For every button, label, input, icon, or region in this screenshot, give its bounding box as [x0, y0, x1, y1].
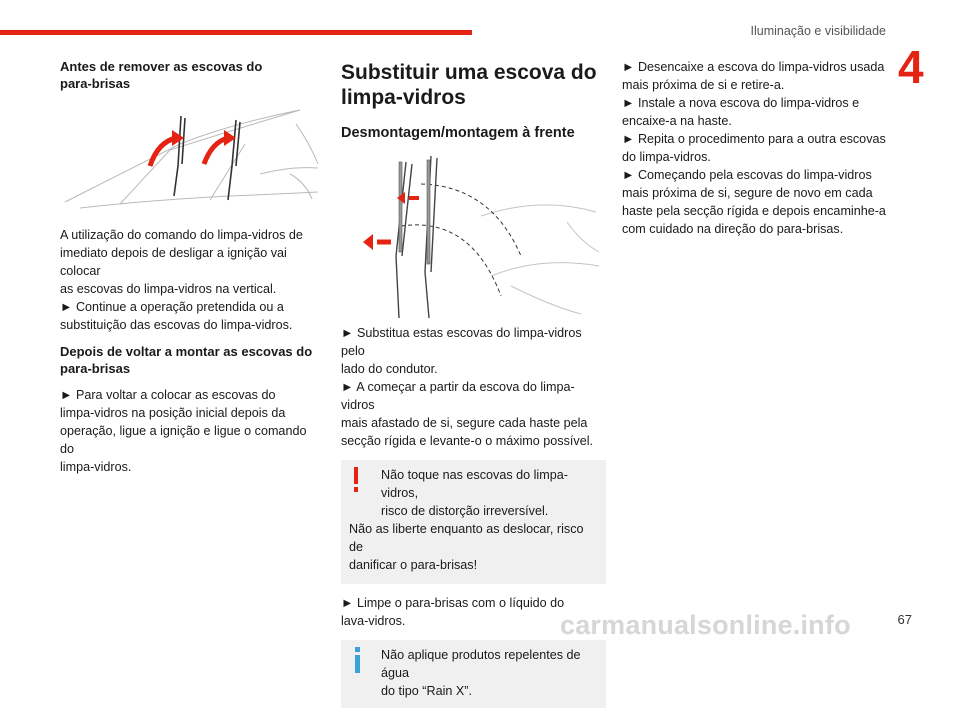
header-accent-bar: [0, 30, 472, 35]
paragraph-driver-side: ► Substitua estas escovas do limpa-vidros pelo lado do condutor. ► A começar a partir da escova do limpa-vidros mais afastado de si, segure cada haste pela secção rígida e levante-o o máximo possível.: [341, 326, 593, 448]
windshield-wipers-illustration: [60, 104, 322, 222]
warning-box: Não toque nas escovas do limpa-vidros, risco de distorção irreversível. Não as liberte enquanto as deslocar, risco de danificar o para-brisas!: [341, 460, 606, 584]
section-title: Iluminação e visibilidade: [750, 24, 886, 38]
paragraph-return-position: ► Para voltar a colocar as escovas do limpa-vidros na posição inicial depois da operação, ligue a ignição e ligue o comando do limpa-vidros.: [60, 388, 307, 474]
info-icon: [353, 647, 363, 673]
paragraph-clean-windshield: ► Limpe o para-brisas com o líquido do lava-vidros.: [341, 596, 565, 628]
column-3: [622, 58, 890, 238]
chapter-number: 4: [898, 41, 924, 93]
exclamation-icon: [351, 467, 361, 493]
subtitle-front-removal: Desmontagem/montagem à frente: [341, 125, 575, 141]
info-box: Não aplique produtos repelentes de água do tipo “Rain X”.: [341, 640, 606, 708]
heading-before-removing: Antes de remover as escovas do para-brisas: [60, 59, 263, 91]
heading-after-refitting: Depois de voltar a montar as escovas do para-brisas: [60, 344, 313, 376]
page-number: 67: [897, 612, 912, 627]
page-title: Substituir uma escova do limpa-vidros: [341, 61, 597, 109]
column-1: [60, 58, 322, 476]
paragraph-wiper-control: A utilização do comando do limpa-vidros de imediato depois de desligar a ignição vai colocar as escovas do limpa-vidros na vertical. ► Continue a operação pretendida ou a substituição das escovas do limpa-vidros.: [60, 228, 303, 332]
paragraph-replacement-steps: ► Desencaixe a escova do limpa-vidros usada mais próxima de si e retire-a. ► Instale a nova escova do limpa-vidros e encaixe-a na haste. ► Repita o procedimento para a outra escovas do limpa-vidros. ► Começando pela escovas do limpa-vidros mais próxima de si, segure de novo em cada haste pela secção rígida e depois encaminhe-a com cuidado na direção do para-brisas.: [622, 60, 886, 236]
wiper-arm-illustration: [341, 156, 606, 320]
watermark: carmanualsonline.info: [560, 610, 851, 640]
